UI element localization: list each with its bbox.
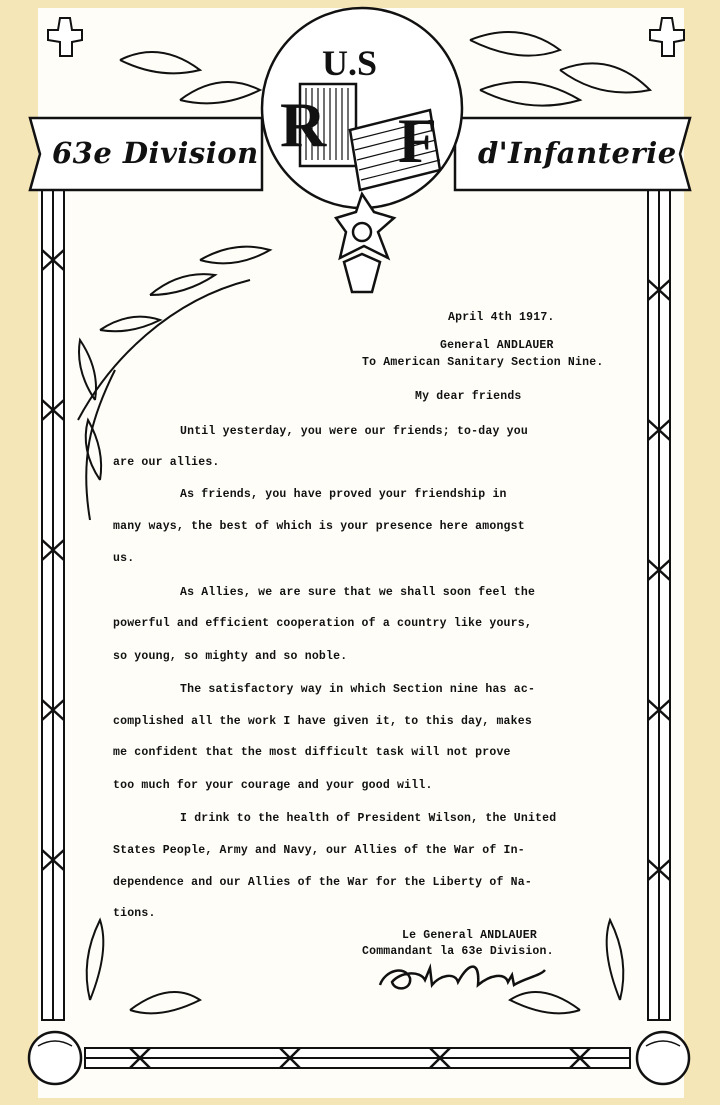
banner-right-text: d'Infanterie	[478, 136, 677, 170]
letter-line: me confident that the most difficult task will not prove	[113, 746, 511, 759]
letter-line: powerful and efficient cooperation of a country like yours,	[113, 617, 532, 630]
crest-f-letter: F	[398, 105, 438, 176]
letter-line: States People, Army and Navy, our Allies of the War of In-	[113, 844, 525, 857]
crest-us-text: U.S	[322, 43, 378, 83]
letter-date: April 4th 1917.	[448, 311, 555, 324]
letter-salutation: My dear friends	[415, 390, 522, 403]
letter-line: Until yesterday, you were our friends; to-day you	[180, 425, 528, 438]
letter-to: To American Sanitary Section Nine.	[362, 356, 604, 369]
letter-line: I drink to the health of President Wilson, the United	[180, 812, 557, 825]
letter-signoff-title: Commandant la 63e Division.	[362, 945, 554, 958]
banner-left-text: 63e Division	[52, 136, 259, 170]
letter-from: General ANDLAUER	[440, 339, 554, 352]
letter-line: are our allies.	[113, 456, 220, 469]
letter-line: As Allies, we are sure that we shall soon feel the	[180, 586, 536, 599]
letter-line: complished all the work I have given it, to this day, makes	[113, 715, 532, 728]
letter-signoff: Le General ANDLAUER	[402, 929, 537, 942]
letter-line: tions.	[113, 907, 156, 920]
letter-line: too much for your courage and your good will.	[113, 779, 433, 792]
letter-line: As friends, you have proved your friendship in	[180, 488, 507, 501]
letter-line: us.	[113, 552, 135, 565]
letter-line: so young, so mighty and so noble.	[113, 650, 348, 663]
letter-line: dependence and our Allies of the War for the Liberty of Na-	[113, 876, 532, 889]
signature	[380, 967, 545, 989]
letter-line: The satisfactory way in which Section nine has ac-	[180, 683, 536, 696]
letter-line: many ways, the best of which is your presence here amongst	[113, 520, 525, 533]
crest-r-letter: R	[280, 89, 327, 160]
